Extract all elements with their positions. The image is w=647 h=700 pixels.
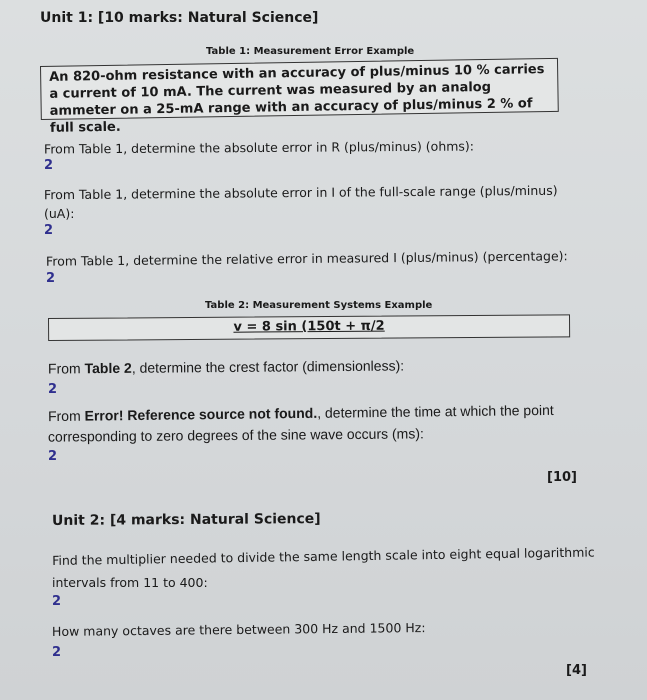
answer-1: 2: [44, 158, 54, 173]
answer-4: 2: [48, 382, 58, 397]
answer-5: 2: [48, 449, 58, 464]
unit2-title: Unit 2: [4 marks: Natural Science]: [51, 511, 321, 529]
answer-2: 2: [44, 223, 54, 238]
question-7: How many octaves are there between 300 Hz and 1500 Hz:: [51, 620, 426, 639]
answer-3: 2: [46, 271, 56, 286]
question-5-line2: corresponding to zero degrees of the sine wave occurs (ms):: [47, 425, 424, 445]
table2-reference: Table 2: [84, 359, 132, 377]
table1-box: [40, 58, 559, 136]
table2-caption: Table 2: Measurement Systems Example: [205, 300, 433, 311]
question-2-line2: (uA):: [44, 206, 75, 221]
table2-equation: v = 8 sin (150t + π/2: [233, 318, 385, 335]
question-5-line1: From Error! Reference source not found., determine the time at which the point: [47, 401, 554, 425]
question-6-line1: Find the multiplier needed to divide the same length scale into eight equal logarithmic: [52, 544, 595, 568]
question-3: From Table 1, determine the relative error in measured I (plus/minus) (percentage):: [45, 248, 568, 269]
broken-reference: Error! Reference source not found.: [84, 404, 318, 424]
unit2-marks: [4]: [566, 663, 587, 678]
unit1-marks: [10]: [547, 470, 577, 485]
table2-box: [48, 314, 570, 341]
question-4: From Table 2, determine the crest factor (dimensionless):: [47, 357, 405, 377]
table1-text: An 820-ohm resistance with an accuracy of plus/minus 10 % carries a current of 10 mA. The current was measured by an analog ammeter on a 25-mA range with an accuracy of plus/minus 2 % of full scale.: [49, 62, 545, 136]
question-2-line1: From Table 1, determine the absolute error in I of the full-scale range (plus/minus): [43, 182, 558, 203]
answer-6: 2: [52, 594, 62, 609]
question-1: From Table 1, determine the absolute error in R (plus/minus) (ohms):: [43, 138, 475, 157]
table1-caption: Table 1: Measurement Error Example: [206, 46, 415, 57]
unit1-title: Unit 1: [10 marks: Natural Science]: [40, 10, 319, 26]
question-6-line2: intervals from 11 to 400:: [52, 575, 208, 590]
answer-7: 2: [52, 645, 62, 660]
